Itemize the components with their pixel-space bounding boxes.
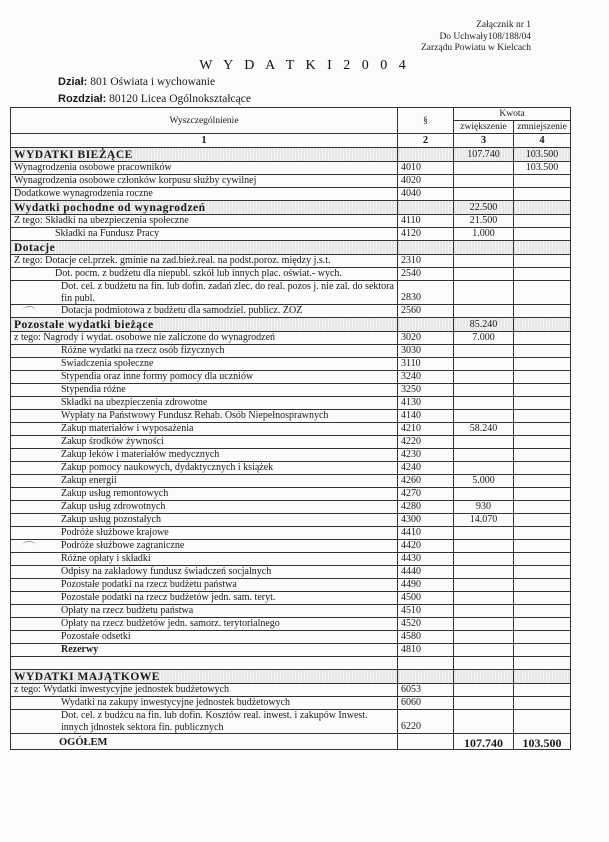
table-row	[11, 475, 571, 488]
punch-hole-mark	[22, 306, 36, 315]
row-description: Wydatki na zakupy inwestycyjne jednostek budżetowych	[11, 697, 398, 710]
table-row	[11, 281, 571, 305]
row-description: Świadczenia społeczne	[11, 358, 398, 371]
row-decrease-amount	[514, 462, 571, 475]
row-description: Dodatkowe wynagrodzenia roczne	[11, 188, 398, 201]
table-row	[11, 644, 571, 657]
section-row	[11, 201, 571, 215]
header-increase: zwiększenie	[454, 121, 514, 134]
row-increase-amount	[454, 255, 514, 268]
row-description: Podróże służbowe krajowe	[11, 527, 398, 540]
row-increase-amount	[454, 449, 514, 462]
row-paragraph-code: 4270	[398, 488, 454, 501]
row-increase-amount: 5.000	[454, 475, 514, 488]
row-description: Wynagrodzenia osobowe członków korpusu służby cywilnej	[11, 175, 398, 188]
dzial-label: Dział:	[58, 76, 88, 88]
row-description: Różne wydatki na rzecz osób fizycznych	[11, 345, 398, 358]
table-row	[11, 436, 571, 449]
colnum-4: 4	[514, 134, 571, 148]
row-paragraph-code: 4810	[398, 644, 454, 657]
table-row	[11, 566, 571, 579]
row-description: Zakup pomocy naukowych, dydaktycznych i książek	[11, 462, 398, 475]
header-kwota: Kwota	[454, 108, 571, 121]
row-increase-amount	[454, 710, 514, 734]
row-description	[11, 657, 398, 670]
rozdzial-label: Rozdział:	[58, 93, 107, 105]
table-row	[11, 449, 571, 462]
row-increase-amount	[454, 631, 514, 644]
row-paragraph-code	[398, 148, 454, 162]
row-paragraph-code: 3110	[398, 358, 454, 371]
row-paragraph-code: 4420	[398, 540, 454, 553]
row-increase-amount	[454, 540, 514, 553]
row-description: Podróże służbowe zagraniczne	[11, 540, 398, 553]
row-decrease-amount	[514, 371, 571, 384]
row-increase-amount	[454, 358, 514, 371]
row-description: Dot. cel. z budżcu na fin. lub dofin. Kosztów real. inwest. i zakupów Inwest. innych jdnostek sektora fin. publicznych	[11, 710, 398, 734]
row-paragraph-code: 4110	[398, 215, 454, 228]
table-row	[11, 188, 571, 201]
row-paragraph-code: 4280	[398, 501, 454, 514]
row-description: Z tego: Dotacje cel.przek. gminie na zad.bież.real. na podst.poroz. między j.s.t.	[11, 255, 398, 268]
table-row	[11, 384, 571, 397]
table-row	[11, 618, 571, 631]
header-decrease: zmniejszenie	[514, 121, 571, 134]
table-row	[11, 540, 571, 553]
dzial-value: 801 Oświata i wychowanie	[90, 76, 216, 88]
table-row	[11, 215, 571, 228]
row-increase-amount	[454, 605, 514, 618]
section-row	[11, 670, 571, 684]
row-description: Składki na Fundusz Pracy	[11, 228, 398, 241]
table-row	[11, 228, 571, 241]
total-row	[11, 734, 571, 750]
row-increase-amount	[454, 162, 514, 175]
table-row	[11, 162, 571, 175]
row-decrease-amount: 103.500	[514, 148, 571, 162]
row-increase-amount	[454, 371, 514, 384]
row-description: Dotacja podmiotowa z budżetu dla samodziel. publicz. ZOZ	[11, 305, 398, 318]
row-decrease-amount	[514, 644, 571, 657]
row-description: z tego: Wydatki inwestycyjne jednostek budżetowych	[11, 684, 398, 697]
row-decrease-amount	[514, 553, 571, 566]
row-increase-amount	[454, 175, 514, 188]
row-description: Zakup usług zdrowotnych	[11, 501, 398, 514]
row-increase-amount	[454, 697, 514, 710]
row-paragraph-code: 4240	[398, 462, 454, 475]
row-description: Zakup usług remontowych	[11, 488, 398, 501]
row-paragraph-code: 2830	[398, 281, 454, 305]
page-title: W Y D A T K I 2 0 0 4	[199, 58, 410, 73]
table-row	[11, 657, 571, 670]
row-description: Dot. pocm. z budżetu dla niepubl. szkół lub innych plac. oświat.- wych.	[11, 268, 398, 281]
row-description: Wydatki pochodne od wynagrodzeń	[11, 201, 398, 215]
row-description: Dot. cel. z budżetu na fin. lub dofin. zadań zlec. do real. pozos j. nie zal. do sektora fin publ.	[11, 281, 398, 305]
table-row	[11, 332, 571, 345]
row-decrease-amount	[514, 566, 571, 579]
row-paragraph-code: 4490	[398, 579, 454, 592]
row-paragraph-code: 4120	[398, 228, 454, 241]
row-description: Stypendia oraz inne formy pomocy dla uczniów	[11, 371, 398, 384]
table-row	[11, 697, 571, 710]
row-increase-amount	[454, 657, 514, 670]
colnum-3: 3	[454, 134, 514, 148]
row-increase-amount: 58.240	[454, 423, 514, 436]
section-row	[11, 148, 571, 162]
row-paragraph-code	[398, 241, 454, 255]
row-decrease-amount	[514, 618, 571, 631]
row-decrease-amount	[514, 410, 571, 423]
row-increase-amount: 107.740	[454, 734, 514, 750]
row-decrease-amount	[514, 397, 571, 410]
table-row	[11, 175, 571, 188]
row-description: WYDATKI MAJĄTKOWE	[11, 670, 398, 684]
row-decrease-amount	[514, 710, 571, 734]
row-decrease-amount	[514, 215, 571, 228]
row-decrease-amount	[514, 423, 571, 436]
row-description: Wypłaty na Państwowy Fundusz Rehab. Osób Niepełnosprawnych	[11, 410, 398, 423]
row-description: Zakup środków żywności	[11, 436, 398, 449]
row-decrease-amount	[514, 657, 571, 670]
table-row	[11, 255, 571, 268]
row-increase-amount: 930	[454, 501, 514, 514]
row-description: Składki na ubezpieczenia zdrowotne	[11, 397, 398, 410]
row-increase-amount	[454, 397, 514, 410]
expenses-table	[10, 107, 571, 750]
row-paragraph-code	[398, 670, 454, 684]
table-row	[11, 631, 571, 644]
row-decrease-amount	[514, 540, 571, 553]
row-paragraph-code: 4520	[398, 618, 454, 631]
row-paragraph-code: 4220	[398, 436, 454, 449]
punch-hole-mark	[22, 541, 36, 550]
row-description: Pozostałe odsetki	[11, 631, 398, 644]
table-body	[11, 148, 571, 750]
row-paragraph-code: 4140	[398, 410, 454, 423]
rozdzial-line	[58, 93, 251, 105]
row-description: z tego: Nagrody i wydat. osobowe nie zaliczone do wynagrodzeń	[11, 332, 398, 345]
rozdzial-value: 80120 Licea Ogólnokształcące	[109, 93, 251, 105]
row-description: Odpisy na zakładowy fundusz świadczeń socjalnych	[11, 566, 398, 579]
table-row	[11, 605, 571, 618]
row-decrease-amount	[514, 579, 571, 592]
row-paragraph-code: 4230	[398, 449, 454, 462]
row-increase-amount	[454, 436, 514, 449]
row-increase-amount	[454, 305, 514, 318]
dzial-line	[58, 76, 215, 88]
row-increase-amount	[454, 670, 514, 684]
row-decrease-amount	[514, 281, 571, 305]
row-paragraph-code: 4410	[398, 527, 454, 540]
row-decrease-amount	[514, 501, 571, 514]
row-paragraph-code: 4510	[398, 605, 454, 618]
row-increase-amount: 22.500	[454, 201, 514, 215]
attachment-note-line3: Zarządu Powiatu w Kielcach	[421, 43, 531, 53]
row-paragraph-code	[398, 734, 454, 750]
row-decrease-amount	[514, 241, 571, 255]
row-description: Pozostałe wydatki bieżące	[11, 318, 398, 332]
row-decrease-amount	[514, 684, 571, 697]
row-paragraph-code	[398, 657, 454, 670]
row-increase-amount: 7.000	[454, 332, 514, 345]
row-paragraph-code: 4040	[398, 188, 454, 201]
row-description: Zakup energii	[11, 475, 398, 488]
row-decrease-amount	[514, 605, 571, 618]
table-row	[11, 579, 571, 592]
row-paragraph-code: 4580	[398, 631, 454, 644]
row-paragraph-code: 4260	[398, 475, 454, 488]
colnum-2: 2	[398, 134, 454, 148]
row-decrease-amount	[514, 345, 571, 358]
table-row	[11, 397, 571, 410]
table-row	[11, 684, 571, 697]
row-decrease-amount	[514, 449, 571, 462]
row-increase-amount	[454, 462, 514, 475]
row-increase-amount	[454, 188, 514, 201]
row-paragraph-code: 4010	[398, 162, 454, 175]
row-paragraph-code: 4440	[398, 566, 454, 579]
row-decrease-amount	[514, 592, 571, 605]
row-decrease-amount	[514, 201, 571, 215]
row-paragraph-code: 4130	[398, 397, 454, 410]
table-row	[11, 488, 571, 501]
row-decrease-amount	[514, 436, 571, 449]
row-description: Zakup materiałów i wyposażenia	[11, 423, 398, 436]
row-increase-amount	[454, 684, 514, 697]
row-decrease-amount	[514, 697, 571, 710]
table-row	[11, 268, 571, 281]
table-row	[11, 410, 571, 423]
row-increase-amount	[454, 553, 514, 566]
row-decrease-amount	[514, 175, 571, 188]
attachment-note	[421, 20, 531, 55]
row-paragraph-code: 3030	[398, 345, 454, 358]
row-paragraph-code: 6220	[398, 710, 454, 734]
row-increase-amount	[454, 592, 514, 605]
row-paragraph-code: 3020	[398, 332, 454, 345]
row-increase-amount	[454, 644, 514, 657]
row-paragraph-code: 4210	[398, 423, 454, 436]
row-paragraph-code: 3250	[398, 384, 454, 397]
row-decrease-amount	[514, 255, 571, 268]
row-description: Z tego: Składki na ubezpieczenia społeczne	[11, 215, 398, 228]
section-row	[11, 241, 571, 255]
row-decrease-amount: 103.500	[514, 734, 571, 750]
row-description: Wynagrodzenia osobowe pracowników	[11, 162, 398, 175]
row-decrease-amount	[514, 358, 571, 371]
row-decrease-amount	[514, 488, 571, 501]
table-row	[11, 553, 571, 566]
row-increase-amount: 85.240	[454, 318, 514, 332]
row-increase-amount: 107.740	[454, 148, 514, 162]
row-description: Opłaty na rzecz budżetów jedn. samorz. terytorialnego	[11, 618, 398, 631]
table-row	[11, 527, 571, 540]
row-decrease-amount	[514, 514, 571, 527]
row-paragraph-code: 4300	[398, 514, 454, 527]
row-paragraph-code: 4500	[398, 592, 454, 605]
row-description: WYDATKI BIEŻĄCE	[11, 148, 398, 162]
row-increase-amount: 1.000	[454, 228, 514, 241]
row-decrease-amount	[514, 188, 571, 201]
table-row	[11, 423, 571, 436]
row-decrease-amount: 103.500	[514, 162, 571, 175]
table-row	[11, 514, 571, 527]
row-decrease-amount	[514, 475, 571, 488]
row-description: Stypendia różne	[11, 384, 398, 397]
row-paragraph-code: 2310	[398, 255, 454, 268]
table-row	[11, 371, 571, 384]
row-increase-amount	[454, 618, 514, 631]
header-paragraph: §	[398, 108, 454, 134]
row-paragraph-code: 2540	[398, 268, 454, 281]
table-row	[11, 501, 571, 514]
row-increase-amount	[454, 281, 514, 305]
row-decrease-amount	[514, 332, 571, 345]
row-paragraph-code	[398, 318, 454, 332]
row-description: Zakup usług pozostałych	[11, 514, 398, 527]
row-description: Dotacje	[11, 241, 398, 255]
colnum-1: 1	[11, 134, 398, 148]
row-increase-amount	[454, 579, 514, 592]
row-description: Pozostałe podatki na rzecz budżetu państwa	[11, 579, 398, 592]
row-increase-amount	[454, 410, 514, 423]
row-paragraph-code: 4020	[398, 175, 454, 188]
row-increase-amount	[454, 566, 514, 579]
row-paragraph-code: 3240	[398, 371, 454, 384]
row-decrease-amount	[514, 670, 571, 684]
row-decrease-amount	[514, 384, 571, 397]
row-decrease-amount	[514, 268, 571, 281]
table-row	[11, 345, 571, 358]
table-row	[11, 305, 571, 318]
row-increase-amount	[454, 345, 514, 358]
row-increase-amount	[454, 527, 514, 540]
row-decrease-amount	[514, 318, 571, 332]
row-paragraph-code: 6053	[398, 684, 454, 697]
row-decrease-amount	[514, 631, 571, 644]
row-increase-amount: 21.500	[454, 215, 514, 228]
row-description: OGÓŁEM	[11, 734, 398, 750]
row-decrease-amount	[514, 527, 571, 540]
row-increase-amount: 14.070	[454, 514, 514, 527]
table-row	[11, 592, 571, 605]
row-increase-amount	[454, 268, 514, 281]
row-increase-amount	[454, 384, 514, 397]
row-paragraph-code: 6060	[398, 697, 454, 710]
row-decrease-amount	[514, 305, 571, 318]
row-description: Pozostałe podatki na rzecz budżetów jedn. sam. teryt.	[11, 592, 398, 605]
row-description: Różne opłaty i składki	[11, 553, 398, 566]
row-description: Rezerwy	[11, 644, 398, 657]
row-description: Zakup leków i materiałów medycznych	[11, 449, 398, 462]
row-paragraph-code: 2560	[398, 305, 454, 318]
table-row	[11, 710, 571, 734]
row-decrease-amount	[514, 228, 571, 241]
table-row	[11, 358, 571, 371]
table-row	[11, 462, 571, 475]
row-paragraph-code	[398, 201, 454, 215]
attachment-note-line1: Załącznik nr 1	[476, 20, 531, 30]
header-description: Wyszczególnienie	[11, 108, 398, 134]
row-paragraph-code: 4430	[398, 553, 454, 566]
row-increase-amount	[454, 488, 514, 501]
row-increase-amount	[454, 241, 514, 255]
row-description: Opłaty na rzecz budżetu państwa	[11, 605, 398, 618]
attachment-note-line2: Do Uchwały108/188/04	[439, 31, 531, 42]
section-row	[11, 318, 571, 332]
